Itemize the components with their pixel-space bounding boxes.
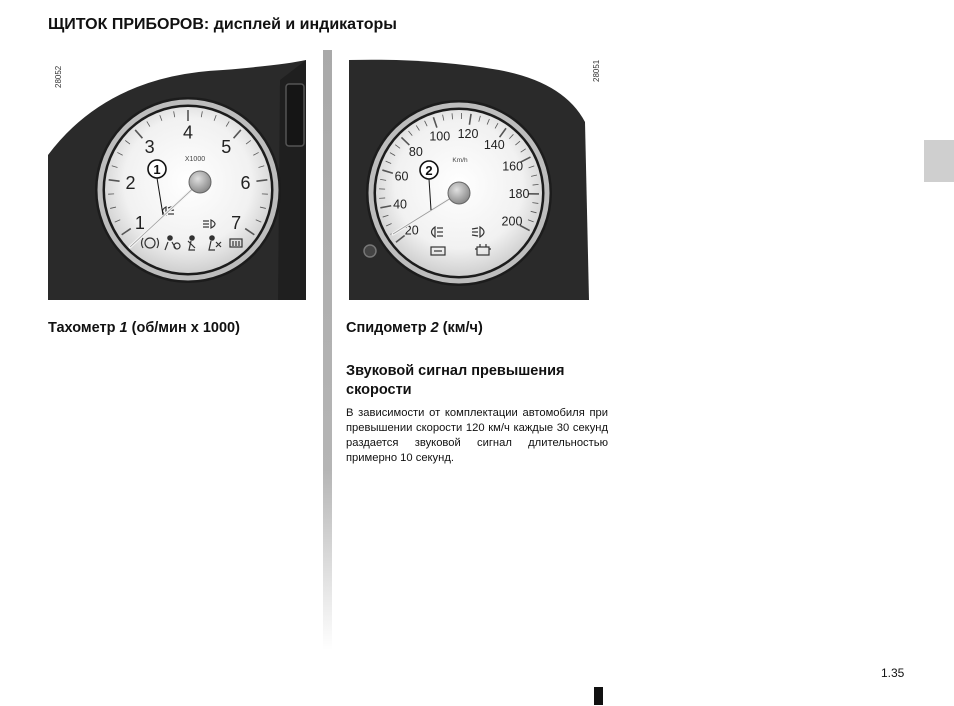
tachometer-caption [48,320,240,336]
speedometer-scale-label: 60 [394,169,409,184]
page-number: 1.35 [881,666,905,680]
tachometer-figure [48,50,308,300]
speedometer-scale-label: 140 [483,137,505,152]
tachometer-scale-label: 2 [125,173,136,194]
tachometer-caption-suffix: (об/мин x 1000) [127,320,240,336]
tachometer-unit-label: X1000 [184,156,206,163]
tachometer-scale-label: 4 [182,122,194,143]
needle-hub [189,171,211,193]
needle-hub [448,182,470,204]
speedometer-minor-tick [452,113,453,119]
page-title [48,16,397,34]
speedometer-scale-label: 40 [393,197,407,212]
speedometer-scale-label: 160 [502,159,524,174]
tachometer-caption-number: 1 [119,320,128,336]
speedometer-scale-label: 100 [429,129,451,144]
figure-code-left: 28052 [54,65,63,88]
column-divider [323,50,332,650]
indicator-window [286,84,304,146]
tachometer-scale-label: 1 [134,212,145,233]
tachometer-scale-label: 6 [240,173,251,194]
page-title-main: ЩИТОК ПРИБОРОВ [48,16,204,33]
tachometer-caption-prefix: Тахометр [48,320,120,336]
speedometer-illustration [349,50,609,300]
chapter-tab [924,140,954,182]
speedometer-unit-label: Km/h [452,157,468,164]
tachometer-scale-label: 3 [144,136,155,157]
tachometer-illustration [48,50,308,300]
section-heading: Звуковой сигнал превышения скорости [346,363,565,398]
speedometer-figure [349,50,609,300]
tachometer-scale-label: 7 [231,212,242,233]
trip-reset-knob [364,245,376,257]
speedometer-scale-label: 200 [501,214,523,229]
tachometer-scale-label: 5 [221,136,232,157]
figure-code-right: 28051 [592,59,601,82]
speedometer-caption-suffix: (км/ч) [438,320,483,336]
speedometer-caption [346,320,483,336]
callout-1-number: 1 [153,162,161,177]
page-title-sub: : дисплей и индикаторы [203,16,397,33]
callout-2-number: 2 [425,163,433,178]
bottom-marker [594,687,603,705]
speedometer-scale-label: 180 [508,187,530,202]
speedometer-scale-label: 120 [457,127,479,142]
speedometer-scale-label: 20 [404,223,419,238]
speedometer-caption-number: 2 [430,320,439,336]
section-body: В зависимости от комплектации автомобиля при превышении скорости 120 км/ч каждые 30 секунд раздается звуковой сигнал длительностью примерно 10 секунд. [346,407,608,464]
speedometer-scale-label: 80 [408,144,423,159]
speedometer-caption-prefix: Спидометр [346,320,431,336]
